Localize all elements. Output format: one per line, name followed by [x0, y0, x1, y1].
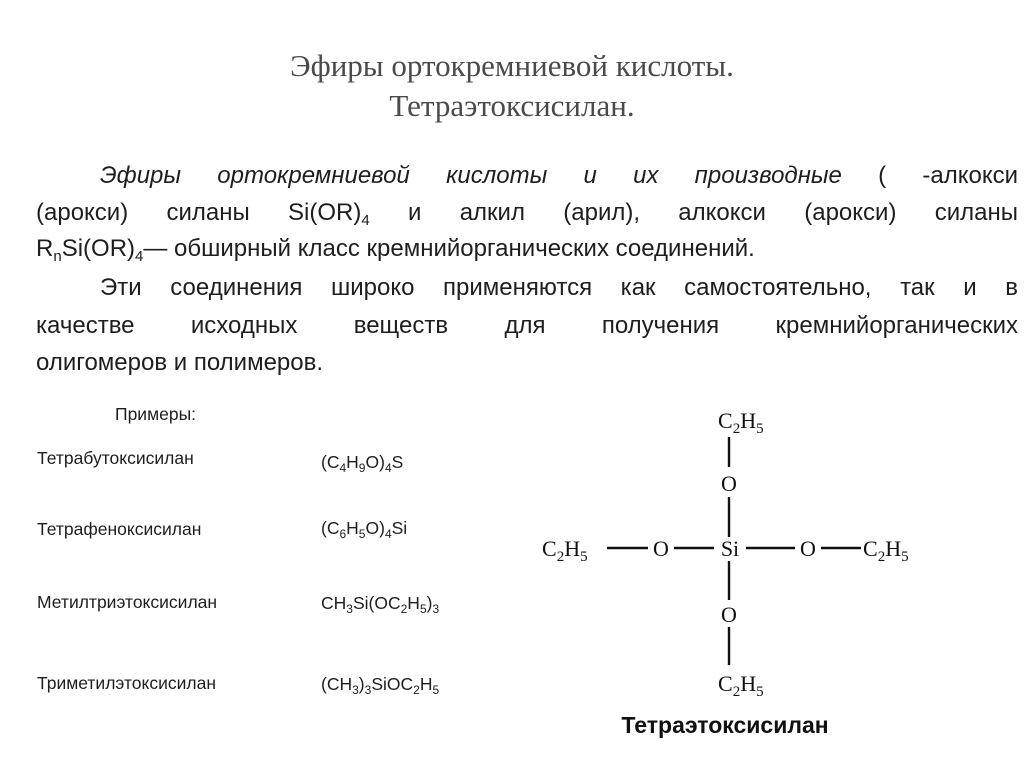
example-name-1: Тетрабутоксисилан [37, 448, 194, 468]
atom-si: Si [720, 536, 740, 561]
ethyl-group-top: C2H5 [718, 408, 764, 437]
paragraph-1-line-2-b: и алкил (арил), алкокси (арокси) силаны [369, 199, 1018, 226]
examples-heading: Примеры: [115, 404, 197, 424]
example-name-3: Метилтриэтоксисилан [37, 592, 218, 612]
slide-title-line-1: Эфиры ортокремниевой кислоты. [290, 48, 734, 83]
slide-title-line-2: Тетраэтоксисилан. [389, 88, 635, 123]
paragraph-2-line-3: олигомеров и полимеров. [36, 349, 324, 376]
atom-o-right: O [800, 536, 816, 561]
example-formula-1: $(C_4H_9O)_4S$ [321, 452, 404, 475]
paragraph-1-line-3-a: R [36, 235, 54, 262]
paragraph-1-line-3-sub-4: 4 [135, 248, 144, 265]
example-formula-3: $CH_3Si(OC_2H_5)_3$ [321, 593, 440, 616]
example-name-2: Тетрафеноксисилан [37, 519, 202, 539]
example-formula-2: $(C_6H_5O)_4Si$ [321, 518, 408, 541]
ethyl-group-left: C2H5 [542, 536, 588, 565]
paragraph-1-line-3-b: Si(OR) [61, 235, 136, 262]
ethyl-group-right: C2H5 [863, 536, 909, 565]
atom-o-left: O [653, 536, 669, 561]
paragraph-1-line-2-a: (арокси) силаны Si(OR) [36, 199, 362, 226]
paragraph-1-line-3-c: — обширный класс кремнийорганических соединений. [143, 235, 755, 262]
structure-caption: Тетраэтоксисилан [621, 712, 829, 738]
paragraph-1-italic-lead: Эфиры ортокремниевой кислоты и их производные [100, 162, 842, 189]
paragraph-1-line-1-rest: ( -алкокси [841, 162, 1019, 189]
ethyl-group-bottom: C2H5 [718, 671, 764, 700]
paragraph-1-line-2-sub: 4 [361, 212, 370, 229]
paragraph-1-line-3-sub-n: n [53, 248, 62, 265]
paragraph-2-line-2: качестве исходных веществ для получения кремнийорганических [36, 312, 1018, 339]
example-name-4: Триметилэтоксисилан [37, 673, 217, 693]
example-formula-4: $(CH_3)_3SiOC_2H_5$ [321, 674, 440, 697]
paragraph-2-line-1: Эти соединения широко применяются как самостоятельно, так и в [100, 274, 1018, 301]
atom-o-top: O [721, 471, 737, 496]
atom-o-bottom: O [721, 602, 737, 627]
